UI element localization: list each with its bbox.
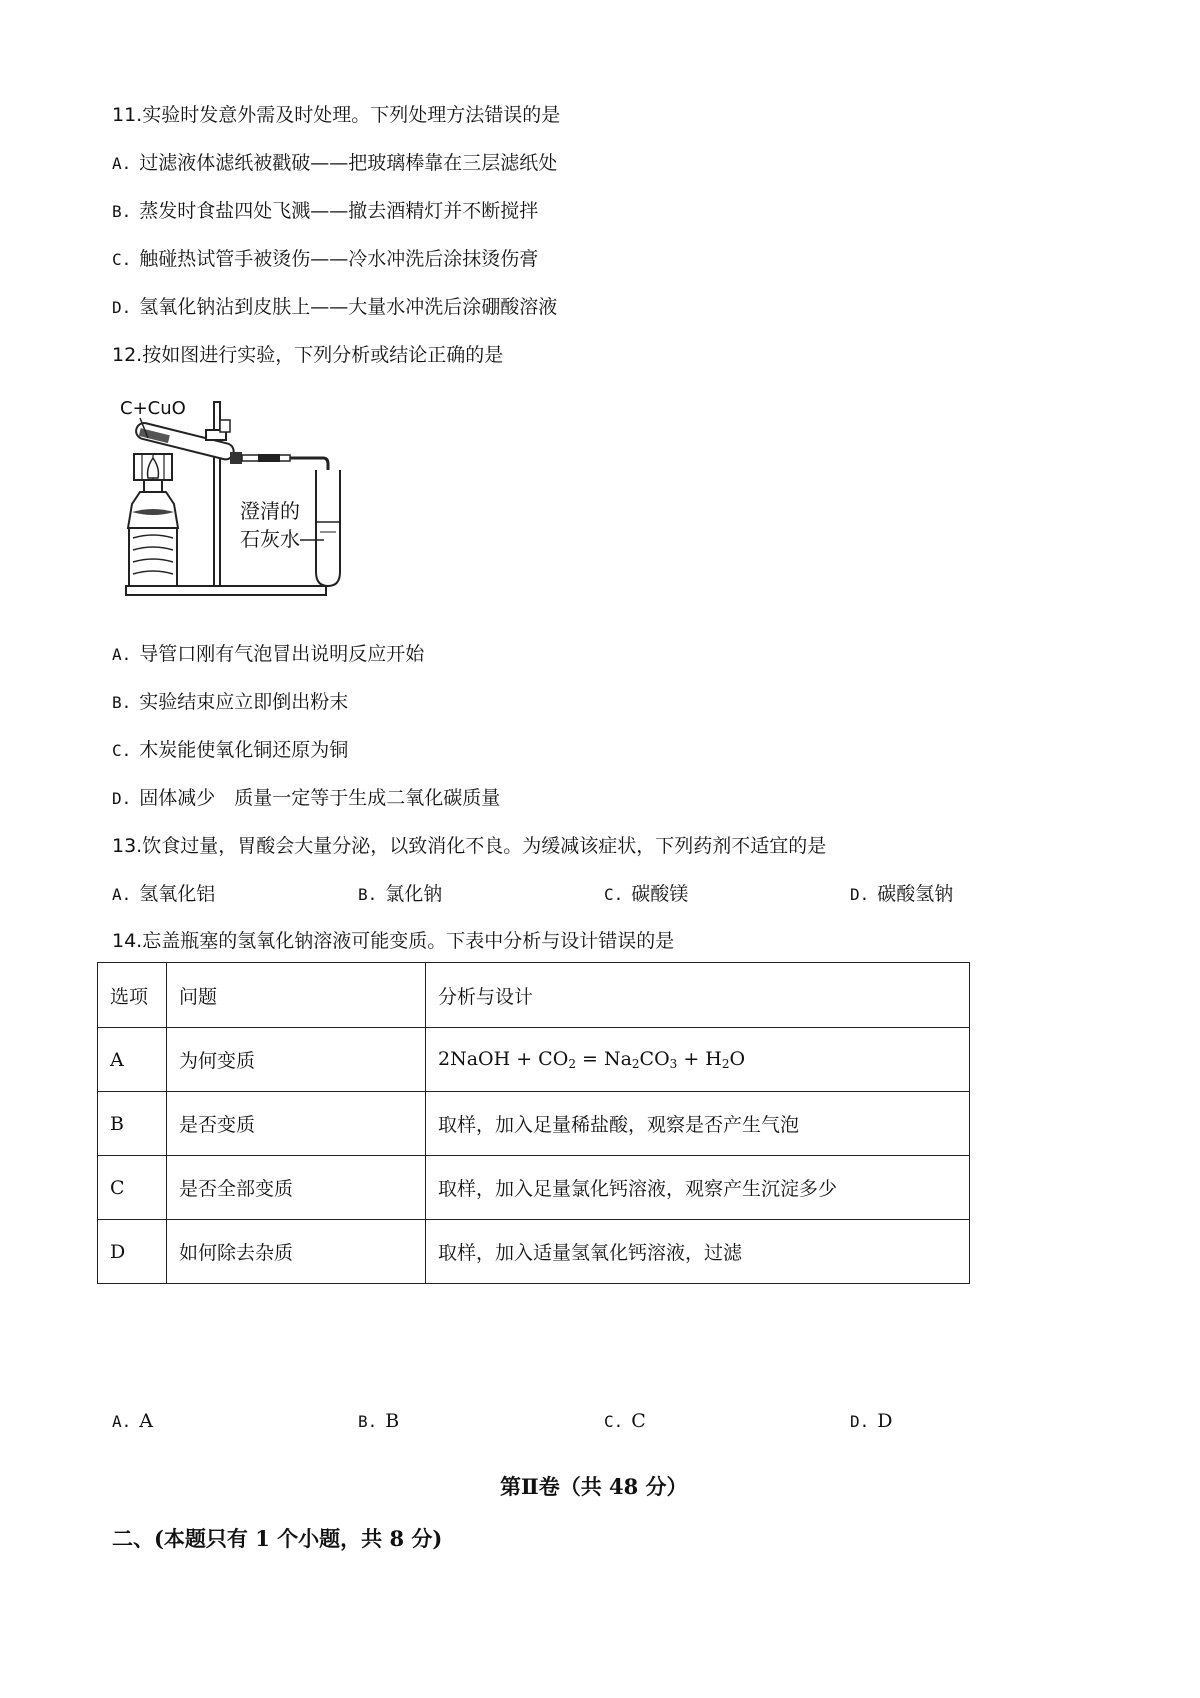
table-header-cell: 选项 <box>98 963 167 1028</box>
q14-option-d: D. D <box>850 1410 893 1432</box>
table-header-cell: 问题 <box>167 963 426 1028</box>
table-cell-option: D <box>98 1220 167 1284</box>
table-cell-option: B <box>98 1092 167 1156</box>
q11-option-d: D. 氢氧化钠沾到皮肤上——大量水冲洗后涂硼酸溶液 <box>112 296 558 318</box>
q12-stem: 12.按如图进行实验，下列分析或结论正确的是 <box>112 344 504 366</box>
q14-option-b: B. B <box>358 1410 400 1432</box>
q12-option-d: D. 固体减少 质量一定等于生成二氧化碳质量 <box>112 787 501 809</box>
table-header-row <box>98 963 970 1028</box>
q14-option-c: C. C <box>604 1410 646 1432</box>
q12-option-c: C. 木炭能使氧化铜还原为铜 <box>112 739 349 761</box>
table-cell-analysis: 取样，加入足量氯化钙溶液，观察产生沉淀多少 <box>426 1156 970 1220</box>
q13-option-d: D. 碳酸氢钠 <box>850 883 954 905</box>
table-row <box>98 1220 970 1284</box>
q11-option-c: C. 触碰热试管手被烫伤——冷水冲洗后涂抹烫伤膏 <box>112 248 539 270</box>
q14-option-a: A. A <box>112 1410 153 1432</box>
table-cell-analysis: 取样，加入足量稀盐酸，观察是否产生气泡 <box>426 1092 970 1156</box>
table-cell-option: C <box>98 1156 167 1220</box>
reagent-label: C+CuO <box>120 398 186 419</box>
table-cell-question: 是否全部变质 <box>167 1156 426 1220</box>
q13-option-a: A. 氢氧化铝 <box>112 883 216 905</box>
q11-option-a: A. 过滤液体滤纸被戳破——把玻璃棒靠在三层滤纸处 <box>112 152 558 174</box>
q12-option-b: B. 实验结束应立即倒出粉末 <box>112 691 349 713</box>
limewater-label-line1: 澄清的 <box>240 499 300 523</box>
table-row <box>98 1092 970 1156</box>
table-row <box>98 1156 970 1220</box>
table-cell-analysis: 取样，加入适量氢氧化钙溶液，过滤 <box>426 1220 970 1284</box>
limewater-label-line2: 石灰水 <box>240 527 300 551</box>
q11-option-b: B. 蒸发时食盐四处飞溅——撤去酒精灯并不断搅拌 <box>112 200 539 222</box>
q11-stem: 11.实验时发意外需及时处理。下列处理方法错误的是 <box>112 104 561 126</box>
q14-stem: 14.忘盖瓶塞的氢氧化钠溶液可能变质。下表中分析与设计错误的是 <box>112 930 675 952</box>
table-header-cell: 分析与设计 <box>426 963 970 1028</box>
section2-title: 二、(本题只有 1 个小题，共 8 分) <box>112 1526 443 1551</box>
q12-option-a: A. 导管口刚有气泡冒出说明反应开始 <box>112 643 425 665</box>
table-cell-option: A <box>98 1028 167 1092</box>
table-cell-equation: 2NaOH + $CO_2 = Na_2CO_3 + H_2O$ <box>426 1028 970 1092</box>
table-cell-question: 为何变质 <box>167 1028 426 1092</box>
q13-option-c: C. 碳酸镁 <box>604 883 689 905</box>
part2-title: 第Ⅱ卷（共 48 分） <box>500 1474 688 1499</box>
q13-stem: 13.饮食过量，胃酸会大量分泌，以致消化不良。为缓减该症状，下列药剂不适宜的是 <box>112 835 827 857</box>
q14-table <box>97 962 970 1284</box>
table-cell-question: 如何除去杂质 <box>167 1220 426 1284</box>
table-cell-question: 是否变质 <box>167 1092 426 1156</box>
experiment-apparatus-figure <box>118 392 378 604</box>
q13-option-b: B. 氯化钠 <box>358 883 443 905</box>
table-row <box>98 1028 970 1092</box>
